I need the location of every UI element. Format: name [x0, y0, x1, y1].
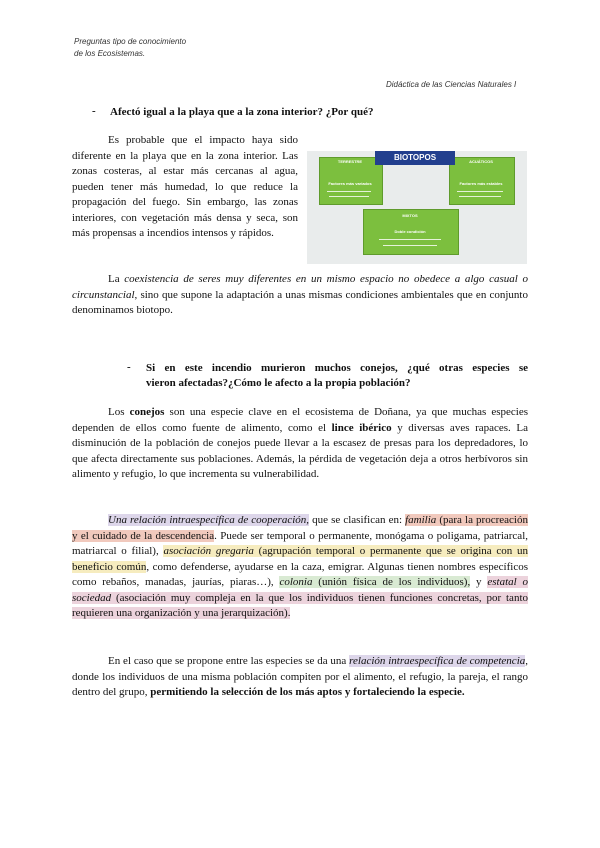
highlight-gregarious-desc: (agrupación temporal o permanente que se origina con un beneficio común — [72, 545, 529, 573]
text: , como defenderse, ayudarse en la caza, emigrar. Algunas tienen nombres específicos como rebaños, manadas, jaurías, piaras…), — [72, 560, 528, 588]
question-2-line1: Si en este incendio murieron muchos conejos, ¿qué otras especies se — [146, 362, 528, 374]
course-name: Didáctica de las Ciencias Naturales I — [386, 80, 517, 89]
text: En el caso que se propone entre las especies se da una — [108, 655, 350, 667]
bullet-dash: - — [92, 105, 96, 117]
paragraph-biotopo — [72, 272, 528, 319]
italic-text: colonia — [279, 576, 313, 588]
italic-text: estatal o sociedad — [72, 576, 528, 604]
text-line — [383, 245, 437, 246]
mixed-label: MIXTOS — [402, 213, 418, 218]
aquatic-label: ACUÁTICOS — [469, 159, 493, 164]
text: (unión física de los individuos), — [312, 576, 471, 588]
mixed-text: Doble condición — [394, 229, 426, 234]
paragraph-cooperation — [72, 513, 528, 622]
italic-text: coexistencia de seres muy diferentes en un mismo espacio no obedece a algo casual o circunstancial — [72, 273, 528, 301]
paragraph-competition — [72, 654, 528, 701]
terrestrial-label: TERRESTRE — [337, 159, 363, 164]
text-line — [457, 191, 503, 192]
bold-text: conejos — [129, 406, 165, 418]
text: son una especie clave en el ecosistema de Doñana, ya que muchas especies dependen de ellos como fuente de alimento, como el — [72, 406, 528, 434]
text: , sino que supone la adaptación a unas mismas condiciones ambientales que en conjunto denominamos biotopo. — [72, 288, 528, 316]
bullet-dash: - — [127, 361, 131, 373]
text: , donde los individuos de una misma población compiten por el alimento, el refugio, la pareja, el rango dentro del grupo, — [72, 655, 528, 698]
text: La — [108, 273, 125, 285]
highlight-competition: relación intraespecífica de competencia — [349, 655, 526, 667]
text: . Puede ser temporal o permanente, monógama o poligama, patriarcal, matriarcal o filial), — [72, 529, 528, 557]
question-1: Afectó igual a la playa que a la zona interior? ¿Por qué? — [110, 106, 374, 118]
figure-title: BIOTOPOS — [375, 151, 455, 165]
bold-text: lince ibérico — [331, 421, 392, 434]
text-line — [329, 196, 369, 197]
text: y — [470, 576, 488, 588]
italic-text: familia — [405, 514, 437, 526]
paragraph-coastal-impact: Es probable que el impacto haya sido diferente en la playa que en la zona interior. Las zonas costeras, al estar más cercanas al agua, pueden tener más humedad, lo que reduce la propagación del fuego. Sin embargo, las zonas interiores, con vegetación más densa y seca, son más propensas a incendios intensos y rápidos. — [72, 134, 298, 239]
aquatic-text: Factores más estables — [459, 181, 503, 186]
highlight-gregarious: asociación gregaria — [163, 545, 254, 557]
text: (asociación muy compleja en la que los individuos tienen funciones concretas, por tanto requieren una organización y una jerarquización). — [72, 591, 528, 619]
bold-conclusion: permitiendo la selección de los más aptos y fortaleciendo la especie. — [150, 686, 465, 698]
text-line — [459, 196, 501, 197]
text-line — [379, 239, 441, 240]
text: y diversas aves rapaces. La disminución de la población de conejos puede llevar a la escasez de presas para los depredadores, lo que afecta directamente sus poblaciones. Además, la pérdida de vegetación deja a otros herbívoros sin alimento y refugio, lo que incrementa su vulnerabilidad. — [72, 421, 528, 480]
text-line — [327, 191, 371, 192]
terrestrial-text: Factores más variados — [328, 181, 372, 186]
highlight-colony — [279, 576, 470, 588]
text: que se clasifican en: — [309, 514, 406, 526]
question-2-line2: vieron afectadas?¿Cómo le afecto a la propia población? — [146, 377, 411, 389]
highlight-cooperation: Una relación intraespecífica de cooperación, — [108, 514, 310, 526]
text: Los — [108, 406, 130, 418]
doc-title-line2: de los Ecosistemas. — [74, 49, 146, 58]
paragraph-rabbits — [72, 405, 528, 483]
text: (para la procreación y el cuidado de la descendencia — [72, 514, 528, 542]
biotopos-figure — [307, 151, 527, 264]
doc-title-line1: Preguntas tipo de conocimiento — [74, 37, 187, 46]
